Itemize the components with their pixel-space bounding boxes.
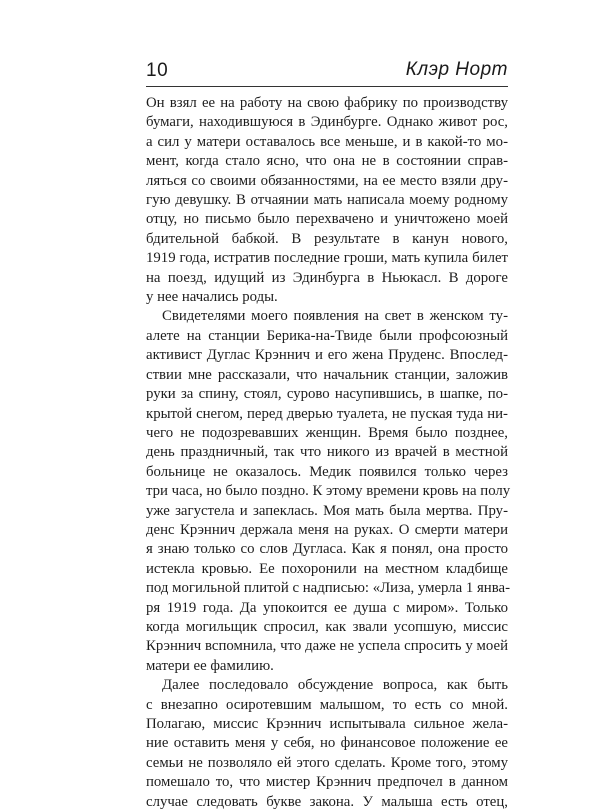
text-line: под могильной плитой с надписью: «Лиза, умерла 1 янва- [146, 580, 511, 597]
text-line: чего не подозревавших женщин. Время было позднее, [146, 424, 508, 441]
body-text [146, 94, 511, 812]
text-line: больнице не оказалось. Медик появился только через [146, 463, 508, 480]
text-line: активист Дуглас Крэннич и его жена Пруденс. Впослед- [146, 347, 508, 364]
header-rule [146, 86, 508, 87]
text-line: три часа, но было поздно. К этому времени кровь на полу [146, 483, 511, 500]
text-line: отцу, но письмо было перехвачено и уничтожено моей [146, 211, 508, 228]
text-line: семьи не позволяло ей этого сделать. Кроме того, этому [146, 754, 508, 771]
text-line: бумаги, находившуюся в Эдинбурге. Однако живот рос, [146, 114, 508, 131]
text-line: Полагаю, миссис Крэннич испытывала сильное жела- [146, 716, 508, 732]
text-line: гую девушку. В отчаянии мать написала моему родному [146, 192, 508, 209]
text-line: помешало то, что мистер Крэннич предпочел в данном [146, 774, 508, 791]
text-line: денс Крэннич держала меня на руках. О смерти матери [146, 521, 508, 538]
text-line: я знаю только со слов Дугласа. Как я понял, она просто [146, 541, 508, 558]
text-line: уже загустела и запеклась. Моя мать была мертва. Пру- [146, 502, 508, 519]
text-line: истекла кровью. Ее похоронили на местном кладбище [146, 560, 508, 577]
text-line: когда могильщик спросил, как звали усопшую, миссис [146, 618, 508, 635]
text-line: а сил у матери оставалось все меньше, и в какой-то мо- [146, 133, 508, 150]
text-line: бдительной бабкой. В результате в канун нового, [146, 230, 508, 247]
text-line: матери ее фамилию. [146, 657, 274, 674]
text-line: ляться со своими обязанностями, на ее место взяли дру- [146, 172, 508, 189]
text-line: алете на станции Берика-на-Твиде были профсоюзный [146, 327, 508, 344]
running-head-author: Клэр Норт [405, 59, 508, 80]
text-line: с внезапно осиротевшим малышом, то есть со мной. [146, 696, 508, 713]
page-number: 10 [146, 60, 169, 81]
text-line: мент, когда стало ясно, что она не в состоянии справ- [146, 153, 508, 170]
text-line: Крэннич вспомнила, что даже не успела спросить у моей [146, 638, 508, 655]
text-line: ние оставить меня у себя, но финансовое положение ее [146, 735, 508, 752]
text-line: крытой снегом, перед дверью туалета, не пуская туда ни- [146, 405, 508, 422]
text-line: случае следовать букве закона. У малыша есть отец, [146, 793, 508, 810]
text-line: ствии мне рассказали, что начальник станции, заложив [146, 366, 508, 383]
text-line: 1919 года, истратив последние гроши, мать купила билет [146, 250, 508, 267]
text-line: у нее начались роды. [146, 289, 278, 306]
text-line: день праздничный, так что никого из врачей в местной [146, 444, 508, 461]
text-line: Далее последовало обсуждение вопроса, как быть [162, 677, 508, 694]
text-line: ря 1919 года. Да упокоится ее душа с миром». Только [146, 599, 508, 616]
text-line: Свидетелями моего появления на свет в женском ту- [162, 308, 508, 325]
page-header [146, 58, 508, 86]
text-line: на поезд, идущий из Эдинбурга в Ньюкасл. В дороге [146, 269, 508, 286]
text-line: руки за спину, стоял, сурово насупившись, в шапке, по- [146, 386, 508, 403]
text-line: Он взял ее на работу на свою фабрику по производству [146, 95, 508, 111]
